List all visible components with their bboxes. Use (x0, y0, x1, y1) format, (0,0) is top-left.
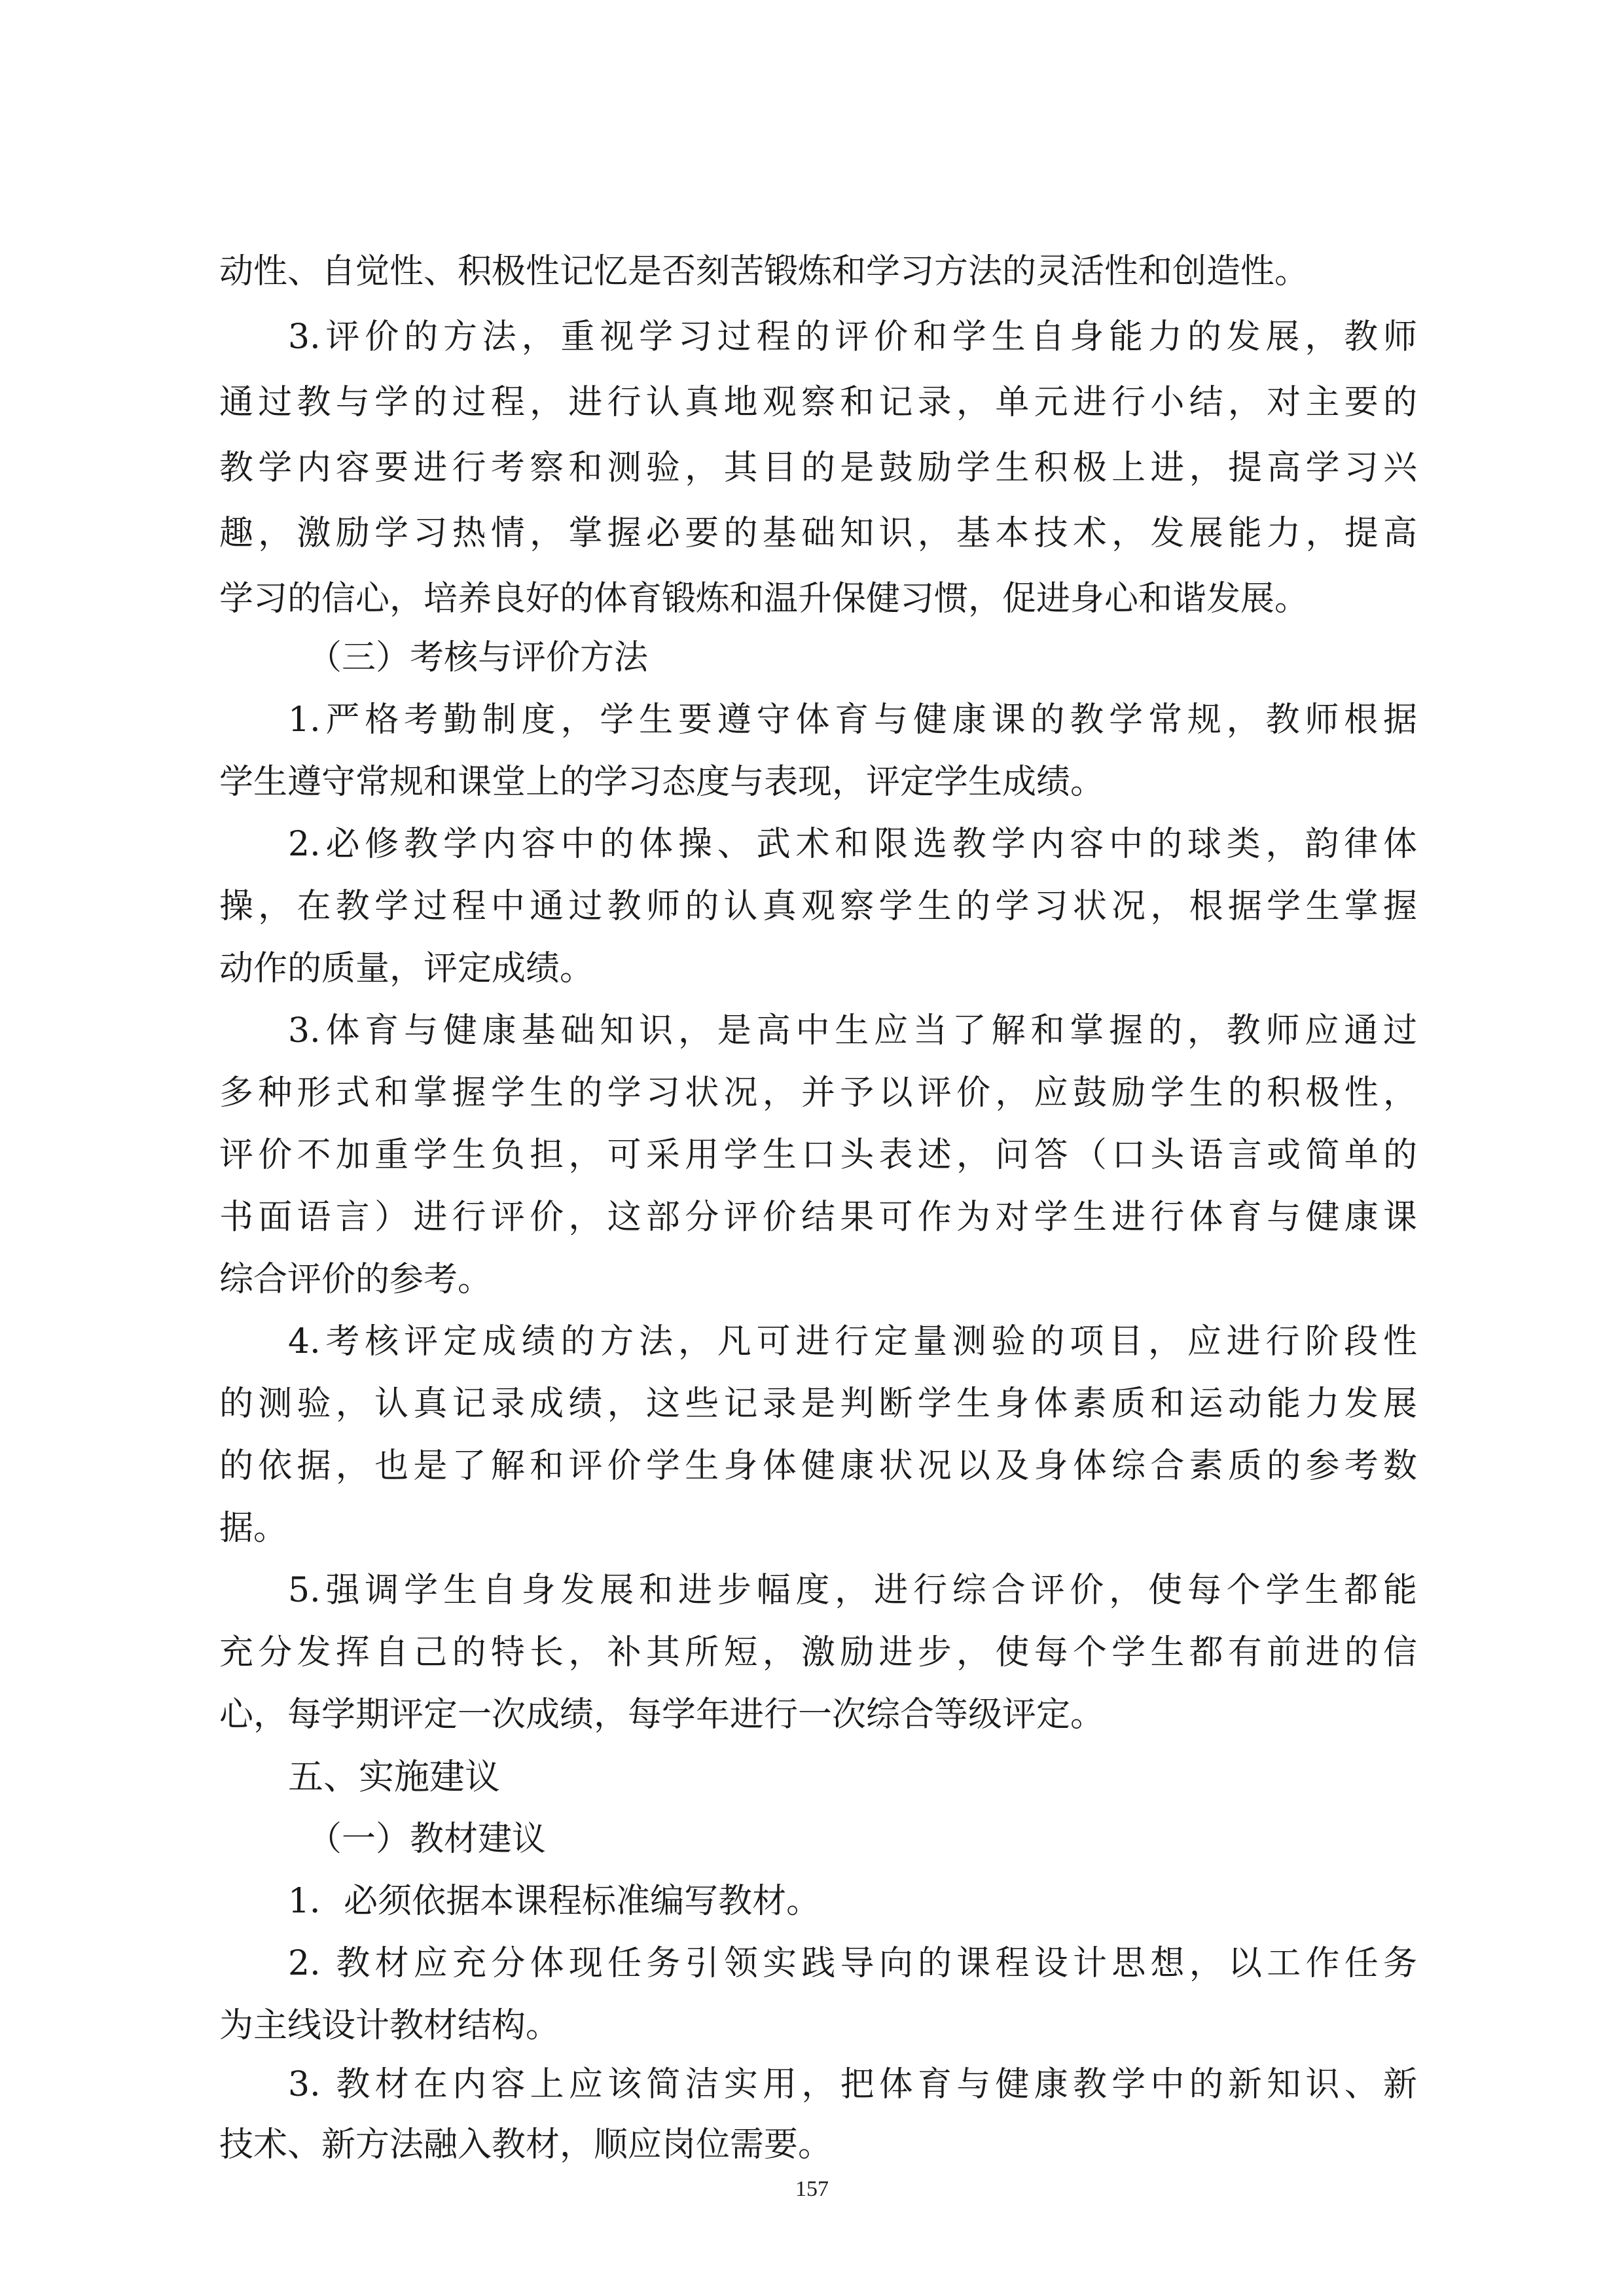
text-line-29: 为主线设计教材结构。 (219, 2006, 560, 2045)
subheading-assessment: （三）考核与评价方法 (308, 638, 649, 677)
text-line-28: 2. 教材应充分体现任务引领实践导向的课程设计思想，以工作任务 (288, 1944, 1417, 1983)
text-line-20: 的依据，也是了解和评价学生身体健康状况以及身体综合素质的参考数 (219, 1446, 1417, 1486)
text-line-24: 心，每学期评定一次成绩，每学年进行一次综合等级评定。 (219, 1695, 1105, 1734)
text-line-6: 学习的信心，培养良好的体育锻炼和温升保健习惯，促进身心和谐发展。 (219, 579, 1309, 619)
text-line-18: 4.考核评定成绩的方法，凡可进行定量测验的项目，应进行阶段性 (288, 1322, 1417, 1361)
text-line-2: 3.评价的方法，重视学习过程的评价和学生自身能力的发展，教师 (288, 317, 1417, 357)
text-line-3: 通过教与学的过程，进行认真地观察和记录，单元进行小结，对主要的 (219, 383, 1417, 422)
text-line-22: 5.强调学生自身发展和进步幅度，进行综合评价，使每个学生都能 (288, 1571, 1417, 1610)
text-line-5: 趣，激励学习热情，掌握必要的基础知识，基本技术，发展能力，提高 (219, 514, 1417, 553)
text-line-23: 充分发挥自己的特长，补其所短，激励进步，使每个学生都有前进的信 (219, 1633, 1417, 1672)
text-line-9: 学生遵守常规和课堂上的学习态度与表现，评定学生成绩。 (219, 762, 1105, 802)
text-line-4: 教学内容要进行考察和测验，其目的是鼓励学生积极上进，提高学习兴 (219, 448, 1417, 488)
text-line-11: 操，在教学过程中通过教师的认真观察学生的学习状况，根据学生掌握 (219, 887, 1417, 926)
text-line-8: 1.严格考勤制度，学生要遵守体育与健康课的教学常规，教师根据 (288, 700, 1417, 740)
text-line-15: 评价不加重学生负担，可采用学生口头表述，问答（口头语言或简单的 (219, 1136, 1417, 1175)
text-line-19: 的测验，认真记录成绩，这些记录是判断学生身体素质和运动能力发展 (219, 1384, 1417, 1424)
text-line-17: 综合评价的参考。 (219, 1260, 492, 1299)
text-line-16: 书面语言）进行评价，这部分评价结果可作为对学生进行体育与健康课 (219, 1198, 1417, 1237)
text-line-30: 3. 教材在内容上应该简洁实用，把体育与健康教学中的新知识、新 (288, 2065, 1417, 2104)
text-line-1: 动性、自觉性、积极性记忆是否刻苦锻炼和学习方法的灵活性和创造性。 (219, 252, 1309, 291)
section-heading-implementation: 五、实施建议 (288, 1756, 500, 1797)
text-line-27: 1．必须依据本课程标准编写教材。 (288, 1882, 821, 1921)
text-line-10: 2.必修教学内容中的体操、武术和限选教学内容中的球类，韵律体 (288, 825, 1417, 864)
text-line-13: 3.体育与健康基础知识，是高中生应当了解和掌握的，教师应通过 (288, 1011, 1417, 1050)
text-line-31: 技术、新方法融入教材，顺应岗位需要。 (219, 2125, 833, 2164)
page-number: 157 (795, 2177, 829, 2201)
text-line-12: 动作的质量，评定成绩。 (219, 949, 594, 988)
text-line-21: 据。 (219, 1509, 288, 1548)
subheading-textbook: （一）教材建议 (308, 1820, 547, 1859)
text-line-14: 多种形式和掌握学生的学习状况，并予以评价，应鼓励学生的积极性， (219, 1073, 1417, 1113)
